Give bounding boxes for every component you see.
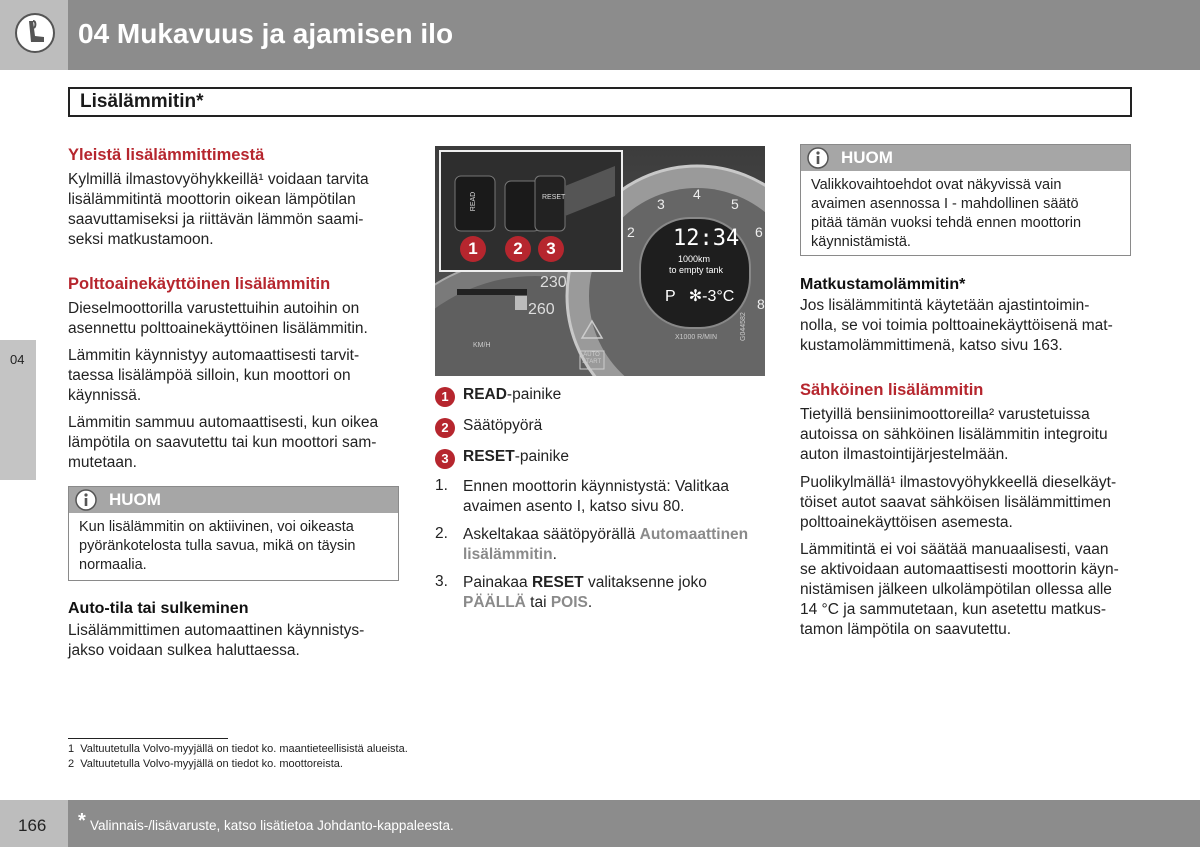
note-box-smoke [68,486,399,581]
note-label: HUOM [109,490,161,509]
rpm-tick-5: 5 [731,196,739,212]
speed-tick-260: 260 [528,301,555,318]
legend-number-1: 1 [435,387,455,407]
speed-tick-230: 230 [540,274,567,291]
rpm-tick-3: 3 [657,196,665,212]
legend-item-3-text: -painike [514,448,569,465]
step-3-option-off: POIS [550,594,588,611]
legend-item-1 [463,386,561,404]
speed-unit: KM/H [473,342,491,349]
page-number: 166 [18,816,47,835]
paragraph-fuel-heater-1: Dieselmoottorilla varustettuihin autoihin on asennettu polttoainekäyttöinen lisälämmitin. [68,300,368,337]
section-title-box [68,87,1132,117]
legend-number-2: 2 [435,418,455,438]
rpm-tick-6: 6 [755,224,763,240]
info-icon [75,489,97,511]
display-clock: 12:34 [673,226,740,251]
auto-start-indicator: AUTO START [582,352,602,365]
step-3-mid: tai [525,594,551,611]
legend-item-1-text: -painike [506,386,562,403]
info-icon [807,147,829,169]
paragraph-general: Kylmillä ilmastovyöhykkeillä¹ voidaan tarvita lisälämmitintä moottorin oikean lämpötilan saavuttamiseksi ja riittävän lämmön saami- seksi matkustamoon. [68,171,369,248]
rpm-unit: X1000 R/MIN [675,334,718,341]
heading-electric-heater: Sähköinen lisälämmitin [800,381,984,399]
note-header [69,487,398,513]
legend-item-3-bold: RESET [463,448,515,465]
step-3-option-on: PÄÄLLÄ [463,594,526,611]
step-2-text-a: Askeltakaa säätöpyörällä [463,526,640,543]
instrument-figure [435,146,765,376]
heading-general: Yleistä lisälämmittimestä [68,146,265,164]
rpm-tick-8: 8 [757,296,765,312]
legend-item-2-text: Säätöpyörä [463,417,543,434]
chapter-title: 04 Mukavuus ja ajamisen ilo [78,18,454,49]
paragraph-fuel-heater-3: Lämmitin sammuu automaattisesti, kun oikea lämpötila on saavutettu tai kun moottori sam- mutetaan. [68,414,379,471]
step-2-menu-option: Automaattinen lisälämmitin [463,526,749,563]
paragraph-cabin-heater: Jos lisälämmitintä käytetään ajastintoimin- nolla, se voi toimia polttoainekäyttöisenä mat- kustamolämmittimenä, katso sivu 163. [800,297,1113,354]
display-range-label: to empty tank [669,265,724,275]
legend-number-3: 3 [435,449,455,469]
figure-code: G044582 [740,312,747,341]
footnote-2-text: Valtuutetulla Volvo-myyjällä on tiedot ko. moottoreista. [80,758,343,770]
step-3-bold: RESET [531,574,584,591]
stalk-label-read: READ [470,191,478,212]
heading-auto-mode: Auto-tila tai sulkeminen [68,600,249,617]
step-3-text-a: Painakaa [463,574,532,591]
seat-icon [14,12,56,54]
footer-asterisk: * [78,810,86,832]
footnote-1 [68,743,408,755]
step-3-text-b: valitaksenne joko [587,574,707,591]
legend-item-1-bold: READ [463,386,507,403]
display-range: 1000km [678,254,711,264]
step-3-text [463,573,707,613]
step-1-number: 1. [435,477,448,494]
display-gear-temp: P ✻-3°C [665,288,735,305]
step-2-number: 2. [435,525,448,542]
paragraph-electric-heater-1: Tietyillä bensiinimoottoreilla² varustetuissa autoissa on sähköinen lisälämmitin integroitu auton ilmastointijärjestelmään. [800,406,1108,463]
rpm-tick-4: 4 [693,186,701,202]
note-header [801,145,1130,171]
heading-fuel-heater: Polttoainekäyttöinen lisälämmitin [68,275,331,293]
callout-1: 1 [460,236,486,262]
note-text: Valikkovaihtoehdot ovat näkyvissä vain avaimen asennossa I - mahdollinen säätö pitää tämän vuoksi tehdä ennen moottorin käynnistämistä. [811,177,1082,250]
stalk-label-reset: RESET [542,194,566,201]
note-box-menu [800,144,1131,256]
legend-item-2 [463,417,542,435]
step-3-number: 3. [435,573,448,590]
note-label: HUOM [841,148,893,167]
section-title: Lisälämmitin* [80,91,204,112]
paragraph-auto-mode: Lisälämmittimen automaattinen käynnistys- jakso voidaan sulkea haluttaessa. [68,622,365,659]
paragraph-electric-heater-2: Puolikylmällä¹ ilmastovyöhykkeellä dieselkäyt- töiset autot saavat sähköisen lisälämmittimen polttoainekäyttöisen asemesta. [800,474,1117,531]
step-2-text [463,525,748,565]
rpm-tick-2: 2 [627,224,635,240]
heading-cabin-heater: Matkustamolämmitin* [800,276,966,293]
footnote-2 [68,758,343,770]
footnote-2-number: 2 [68,758,75,770]
footnote-1-number: 1 [68,743,75,755]
callout-3: 3 [538,236,564,262]
callout-2: 2 [505,236,531,262]
footnote-1-text: Valtuutetulla Volvo-myyjällä on tiedot ko. maantieteellisistä alueista. [80,743,408,755]
footer-note: Valinnais-/lisävaruste, katso lisätietoa Johdanto-kappaleesta. [90,818,454,833]
paragraph-electric-heater-3: Lämmitintä ei voi säätää manuaalisesti, vaan se aktivoidaan automaattisesti moottorin käyn- nistämisen jälkeen ulkolämpötilan ollessa alle 14 °C ja sammutetaan, kun asetettu matkus- tamon lämpötila on saavutettu. [800,541,1119,638]
note-text: Kun lisälämmitin on aktiivinen, voi oikeasta pyöränkotelosta tulla savua, mikä on täysin normaalia. [79,519,356,573]
step-2-text-b: . [552,546,557,563]
paragraph-fuel-heater-2: Lämmitin käynnistyy automaattisesti tarvit- taessa lisälämpöä silloin, kun moottori on käynnissä. [68,347,360,404]
legend-item-3 [463,448,569,466]
step-1-text: Ennen moottorin käynnistystä: Valitkaa avaimen asento I, katso sivu 80. [463,478,729,515]
footnote-divider [68,738,228,739]
step-3-end: . [587,594,593,611]
chapter-side-tab-label: 04 [10,352,25,367]
